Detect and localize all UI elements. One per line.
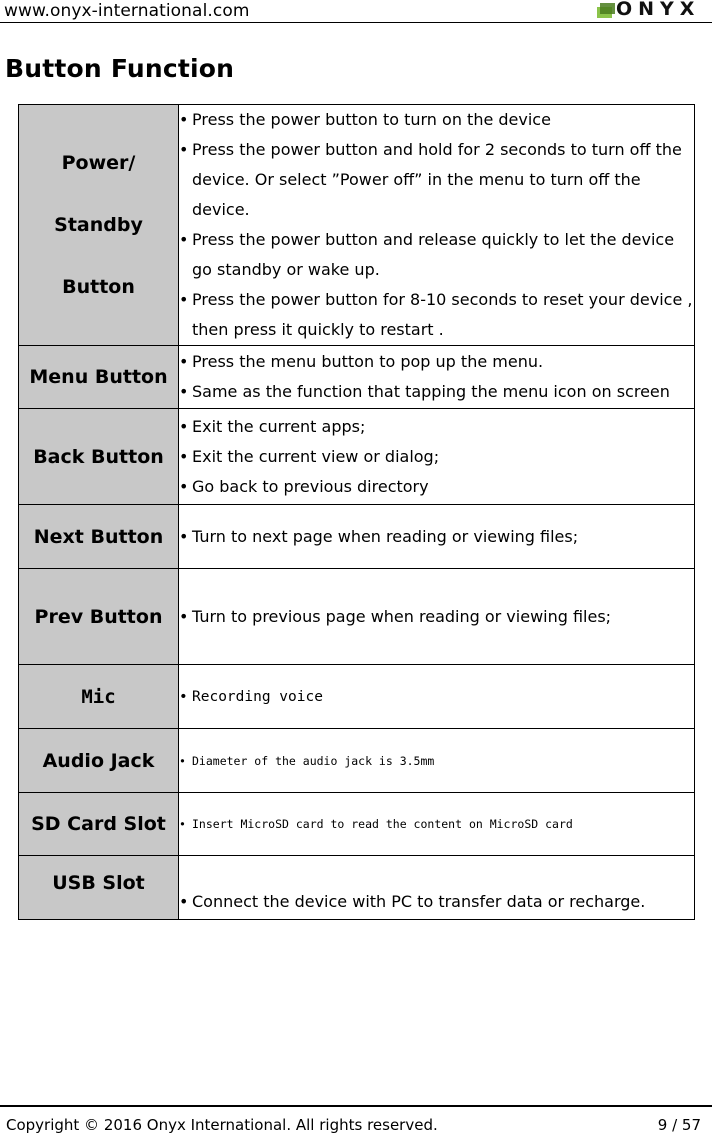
list-item: • Exit the current apps;: [179, 412, 694, 442]
list-item: • Press the power button to turn on the device: [179, 105, 694, 135]
table-row: [19, 665, 695, 729]
row-description: [179, 409, 695, 505]
onyx-logo-icon: [594, 2, 616, 22]
table-row: [19, 856, 695, 920]
list-item: • Press the menu button to pop up the menu.: [179, 347, 694, 377]
list-item: • Press the power button for 8-10 seconds to reset your device , then press it quickly to restart .: [179, 285, 694, 345]
table-row: [19, 409, 695, 505]
logo-text: ONYX: [616, 0, 701, 20]
row-description: [179, 793, 695, 856]
page-header: [0, 0, 715, 24]
list-item: • Turn to next page when reading or viewing files;: [179, 522, 694, 552]
list-item: • Recording voice: [179, 682, 694, 712]
row-label: Audio Jack: [19, 729, 179, 793]
row-description: [179, 569, 695, 665]
row-label: SD Card Slot: [19, 793, 179, 856]
row-label: Mic: [19, 665, 179, 729]
header-divider: [0, 22, 712, 23]
list-item: • Diameter of the audio jack is 3.5mm: [179, 746, 694, 776]
list-item: • Turn to previous page when reading or viewing files;: [179, 602, 694, 632]
row-label: Prev Button: [19, 569, 179, 665]
table-row: [19, 793, 695, 856]
row-description: [179, 105, 695, 346]
list-item: • Same as the function that tapping the menu icon on screen: [179, 377, 694, 407]
footer-page-number: 9 / 57: [657, 1116, 701, 1134]
row-label: Next Button: [19, 505, 179, 569]
row-label: Back Button: [19, 409, 179, 505]
row-label: [19, 105, 179, 346]
page-title: Button Function: [5, 54, 235, 83]
list-item: • Exit the current view or dialog;: [179, 442, 694, 472]
footer-divider: [0, 1105, 712, 1107]
row-description: [179, 665, 695, 729]
row-label: Menu Button: [19, 346, 179, 409]
list-item: • Insert MicroSD card to read the content on MicroSD card: [179, 809, 694, 839]
row-label: USB Slot: [19, 856, 179, 920]
row-description: [179, 505, 695, 569]
table-row: [19, 105, 695, 346]
list-item: • Go back to previous directory: [179, 472, 694, 502]
table-row: [19, 505, 695, 569]
row-label-line: Button: [62, 276, 135, 298]
onyx-logo: [594, 1, 712, 21]
header-url: www.onyx-international.com: [4, 1, 250, 21]
row-description: [179, 856, 695, 920]
row-description: [179, 346, 695, 409]
table-row: [19, 346, 695, 409]
table-row: [19, 569, 695, 665]
button-function-table: [18, 104, 695, 920]
footer-copyright: Copyright © 2016 Onyx International. All rights reserved.: [6, 1116, 438, 1134]
row-label-line: Power/: [61, 152, 136, 174]
table-row: [19, 729, 695, 793]
row-label-line: Standby: [54, 214, 143, 236]
list-item: • Connect the device with PC to transfer data or recharge.: [179, 887, 694, 917]
row-description: [179, 729, 695, 793]
list-item: • Press the power button and release quickly to let the device go standby or wake up.: [179, 225, 694, 285]
list-item: • Press the power button and hold for 2 seconds to turn off the device. Or select ”Power off” in the menu to turn off the device.: [179, 135, 694, 225]
